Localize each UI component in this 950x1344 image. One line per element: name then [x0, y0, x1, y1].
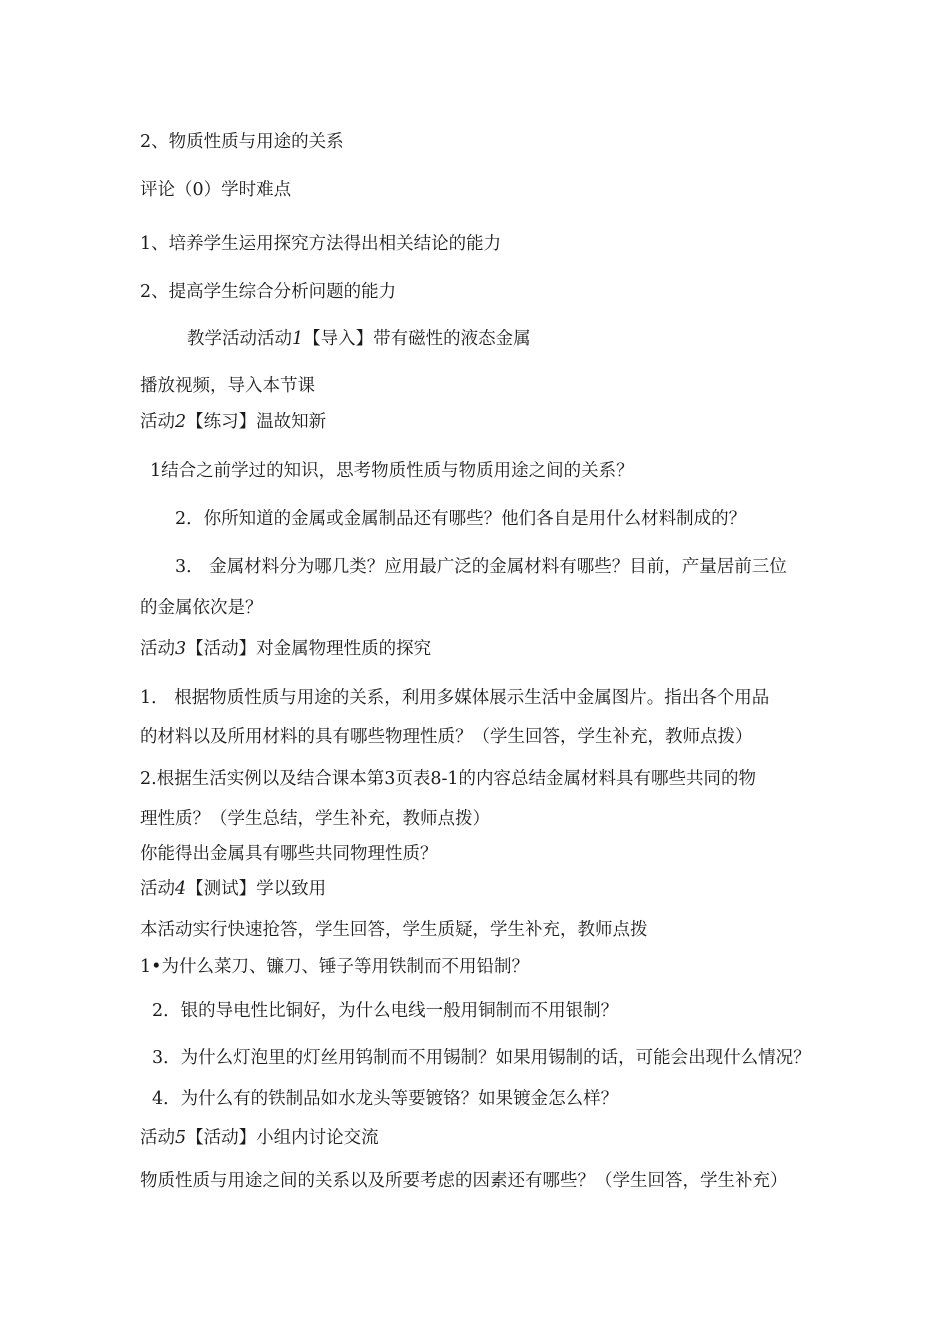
- activity-heading: 教学活动活动1【导入】带有磁性的液态金属: [187, 329, 531, 349]
- text-line: 的材料以及所用材料的具有哪些物理性质？（学生回答，学生补充，教师点拨）: [140, 727, 753, 747]
- text-line: 本活动实行快速抢答，学生回答，学生质疑，学生补充，教师点拨: [140, 920, 648, 940]
- text-line: 1结合之前学过的知识，思考物质性质与物质用途之间的关系？: [150, 461, 634, 481]
- text-line: 2.根据生活实例以及结合课本第3页表8-1的内容总结金属材料具有哪些共同的物: [140, 769, 757, 789]
- activity-heading: 活动2【练习】温故知新: [140, 412, 327, 432]
- activity-heading: 活动5【活动】小组内讨论交流: [140, 1128, 379, 1148]
- text-line: 物质性质与用途之间的关系以及所要考虑的因素还有哪些？（学生回答，学生补充）: [140, 1171, 788, 1191]
- text-line: 2．银的导电性比铜好，为什么电线一般用铜制而不用银制？: [152, 1001, 619, 1021]
- text-line: 评论（0）学时难点: [140, 180, 292, 200]
- text-line: 1． 根据物质性质与用途的关系，利用多媒体展示生活中金属图片。指出各个用品: [140, 688, 770, 708]
- text-line: 3． 金属材料分为哪几类？应用最广泛的金属材料有哪些？目前，产量居前三位: [175, 557, 787, 577]
- text-line: 2、物质性质与用途的关系: [140, 132, 344, 152]
- text-line: 3．为什么灯泡里的灯丝用钨制而不用锡制？如果用锡制的话，可能会出现什么情况？: [152, 1048, 811, 1068]
- text-line: 2、提高学生综合分析问题的能力: [140, 282, 397, 302]
- text-line: 的金属依次是？: [140, 598, 263, 618]
- text-line: 2．你所知道的金属或金属制品还有哪些？他们各自是用什么材料制成的？: [175, 509, 747, 529]
- text-line: 4．为什么有的铁制品如水龙头等要镀铬？如果镀金怎么样？: [152, 1089, 619, 1109]
- activity-heading: 活动3【活动】对金属物理性质的探究: [140, 639, 432, 659]
- activity-heading: 活动4【测试】学以致用: [140, 879, 327, 899]
- text-line: 1•为什么菜刀、镰刀、锤子等用铁制而不用铅制？: [140, 957, 529, 977]
- text-line: 你能得出金属具有哪些共同物理性质？: [140, 844, 438, 864]
- text-line: 播放视频，导入本节课: [140, 376, 315, 396]
- text-line: 理性质？（学生总结，学生补充，教师点拨）: [140, 809, 490, 829]
- text-line: 1、培养学生运用探究方法得出相关结论的能力: [140, 234, 502, 254]
